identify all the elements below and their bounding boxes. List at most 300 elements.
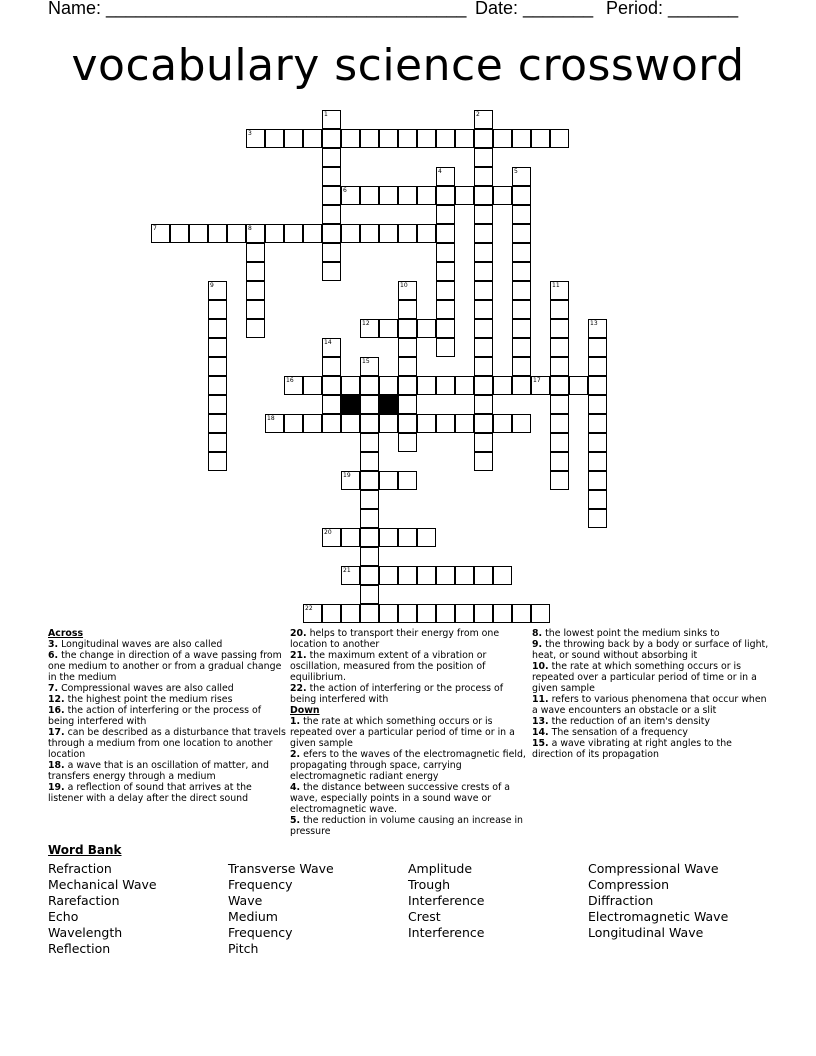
grid-cell[interactable] [322, 129, 341, 148]
grid-cell[interactable] [588, 433, 607, 452]
grid-cell[interactable] [550, 433, 569, 452]
clue-across [48, 727, 288, 760]
grid-cell[interactable] [398, 433, 417, 452]
word-bank-item: Medium [228, 909, 278, 924]
grid-cell[interactable] [588, 319, 607, 338]
grid-cell[interactable] [436, 300, 455, 319]
grid-cell[interactable] [398, 376, 417, 395]
grid-cell[interactable] [398, 528, 417, 547]
grid-cell[interactable] [512, 319, 531, 338]
word-bank-item: Longitudinal Wave [588, 925, 704, 940]
grid-cell[interactable] [398, 357, 417, 376]
grid-cell[interactable] [208, 433, 227, 452]
word-bank-item: Reflection [48, 941, 111, 956]
grid-cell[interactable] [322, 338, 341, 357]
grid-cell[interactable] [493, 604, 512, 623]
grid-cell[interactable] [531, 376, 550, 395]
grid-cell[interactable] [588, 338, 607, 357]
grid-cell[interactable] [398, 300, 417, 319]
grid-cell[interactable] [322, 357, 341, 376]
grid-cell[interactable] [512, 604, 531, 623]
clue-text: Longitudinal waves are also called [58, 639, 223, 650]
grid-cell[interactable] [398, 604, 417, 623]
grid-cell[interactable] [493, 566, 512, 585]
clue-down [532, 716, 772, 727]
cell-number: 22 [305, 605, 313, 612]
clue-text: helps to transport their energy from one location to another [290, 628, 500, 650]
grid-cell[interactable] [379, 224, 398, 243]
word-bank-item: Frequency [228, 877, 293, 892]
cell-number: 13 [590, 320, 598, 327]
grid-cell[interactable] [493, 414, 512, 433]
grid-cell[interactable] [588, 395, 607, 414]
grid-cell[interactable] [417, 414, 436, 433]
clue-across [290, 628, 530, 650]
grid-cell[interactable] [284, 376, 303, 395]
grid-cell[interactable] [474, 604, 493, 623]
grid-cell[interactable] [474, 262, 493, 281]
grid-cell[interactable] [474, 300, 493, 319]
grid-cell[interactable] [455, 186, 474, 205]
clue-number: 17. [48, 727, 65, 738]
clue-number: 19. [48, 782, 65, 793]
grid-cell[interactable] [474, 395, 493, 414]
clue-number: 8. [532, 628, 543, 639]
grid-cell[interactable] [474, 243, 493, 262]
grid-cell[interactable] [436, 281, 455, 300]
grid-cell[interactable] [417, 129, 436, 148]
grid-cell[interactable] [531, 604, 550, 623]
clue-text: the highest point the medium rises [64, 694, 233, 705]
cell-number: 4 [438, 168, 442, 175]
grid-cell[interactable] [455, 604, 474, 623]
clue-text: the change in direction of a wave passing from one medium to another or from a gradual change in the medium [48, 650, 282, 683]
grid-cell[interactable] [474, 129, 493, 148]
clue-down [532, 738, 772, 760]
grid-cell[interactable] [474, 205, 493, 224]
grid-cell[interactable] [151, 224, 170, 243]
word-bank-column [48, 861, 157, 957]
grid-cell[interactable] [208, 414, 227, 433]
cell-number: 12 [362, 320, 370, 327]
clue-number: 9. [532, 639, 543, 650]
clues-column-1 [48, 628, 288, 804]
clue-number: 22. [290, 683, 307, 694]
grid-cell[interactable] [398, 338, 417, 357]
clue-text: the distance between successive crests of a wave, especially points in a sound wave or electromagnetic wave. [290, 782, 510, 815]
grid-cell[interactable] [417, 186, 436, 205]
grid-cell[interactable] [512, 167, 531, 186]
grid-cell[interactable] [436, 167, 455, 186]
grid-cell[interactable] [246, 281, 265, 300]
cell-number: 18 [267, 415, 275, 422]
grid-cell[interactable] [455, 129, 474, 148]
grid-cell[interactable] [341, 528, 360, 547]
word-bank-item: Electromagnetic Wave [588, 909, 729, 924]
grid-cell[interactable] [246, 262, 265, 281]
clue-number: 10. [532, 661, 549, 672]
grid-cell[interactable] [398, 224, 417, 243]
grid-cell[interactable] [360, 490, 379, 509]
clue-number: 3. [48, 639, 59, 650]
grid-cell[interactable] [512, 224, 531, 243]
grid-cell[interactable] [360, 129, 379, 148]
grid-cell[interactable] [360, 566, 379, 585]
clue-text: the action of interfering or the process of being interfered with [48, 705, 262, 727]
cell-number: 14 [324, 339, 332, 346]
grid-cell[interactable] [341, 471, 360, 490]
grid-cell[interactable] [246, 129, 265, 148]
grid-cell[interactable] [474, 319, 493, 338]
grid-cell[interactable] [512, 414, 531, 433]
grid-cell[interactable] [379, 471, 398, 490]
name-line[interactable]: Name: ____________________________________ [48, 0, 467, 18]
grid-cell[interactable] [474, 148, 493, 167]
grid-cell[interactable] [512, 338, 531, 357]
grid-cell[interactable] [246, 319, 265, 338]
grid-cell[interactable] [417, 566, 436, 585]
date-line[interactable]: Date: _______ [475, 0, 594, 18]
clues-column-2 [290, 628, 530, 837]
grid-cell[interactable] [360, 376, 379, 395]
clue-number: 14. [532, 727, 549, 738]
word-bank-item: Transverse Wave [228, 861, 334, 876]
clue-across [290, 650, 530, 683]
grid-cell[interactable] [436, 338, 455, 357]
grid-cell[interactable] [265, 129, 284, 148]
word-bank-item: Wave [228, 893, 263, 908]
cell-number: 2 [476, 111, 480, 118]
grid-cell[interactable] [322, 186, 341, 205]
clue-down [532, 628, 772, 639]
grid-cell[interactable] [436, 224, 455, 243]
clue-down [532, 639, 772, 661]
clue-text: efers to the waves of the electromagnetic field, propagating through space, carrying electromagnetic radiant energy [290, 749, 526, 782]
grid-cell[interactable] [398, 471, 417, 490]
word-bank [48, 843, 788, 956]
blocked-cell [379, 395, 398, 414]
grid-cell[interactable] [303, 376, 322, 395]
grid-cell[interactable] [550, 281, 569, 300]
grid-cell[interactable] [379, 376, 398, 395]
grid-cell[interactable] [417, 224, 436, 243]
grid-cell[interactable] [474, 414, 493, 433]
grid-cell[interactable] [360, 509, 379, 528]
cell-number: 3 [248, 130, 252, 137]
clue-text: a wave that is an oscillation of matter, and transfers energy through a medium [48, 760, 269, 782]
word-bank-item: Amplitude [408, 861, 473, 876]
clue-number: 5. [290, 815, 301, 826]
grid-cell[interactable] [208, 224, 227, 243]
grid-cell[interactable] [474, 110, 493, 129]
grid-cell[interactable] [436, 414, 455, 433]
clue-text: the rate at which something occurs or is repeated over a particular period of time or in a given sample [290, 716, 515, 749]
grid-cell[interactable] [322, 243, 341, 262]
grid-cell[interactable] [341, 186, 360, 205]
word-bank-item: Crest [408, 909, 441, 924]
blocked-cell [341, 395, 360, 414]
grid-cell[interactable] [474, 357, 493, 376]
grid-cell[interactable] [322, 224, 341, 243]
clue-across [290, 683, 530, 705]
grid-cell[interactable] [246, 243, 265, 262]
grid-cell[interactable] [417, 319, 436, 338]
word-bank-item: Echo [48, 909, 79, 924]
grid-cell[interactable] [360, 224, 379, 243]
grid-cell[interactable] [455, 566, 474, 585]
grid-cell[interactable] [303, 129, 322, 148]
grid-cell[interactable] [588, 509, 607, 528]
grid-cell[interactable] [398, 129, 417, 148]
grid-cell[interactable] [360, 414, 379, 433]
grid-cell[interactable] [474, 433, 493, 452]
grid-cell[interactable] [569, 376, 588, 395]
grid-cell[interactable] [246, 300, 265, 319]
clue-number: 12. [48, 694, 65, 705]
clue-text: a reflection of sound that arrives at the listener with a delay after the direct sound [48, 782, 252, 804]
word-bank-title: Word Bank [48, 843, 122, 857]
grid-cell[interactable] [474, 224, 493, 243]
grid-cell[interactable] [550, 471, 569, 490]
grid-cell[interactable] [550, 357, 569, 376]
grid-cell[interactable] [550, 452, 569, 471]
grid-cell[interactable] [588, 471, 607, 490]
grid-cell[interactable] [436, 205, 455, 224]
grid-cell[interactable] [588, 376, 607, 395]
clue-text: the reduction in volume causing an increase in pressure [290, 815, 523, 837]
grid-cell[interactable] [341, 129, 360, 148]
clue-across [48, 650, 288, 683]
grid-cell[interactable] [303, 224, 322, 243]
clue-across [48, 639, 288, 650]
clue-text: The sensation of a frequency [548, 727, 688, 738]
grid-cell[interactable] [341, 604, 360, 623]
clue-down [532, 661, 772, 694]
grid-cell[interactable] [379, 414, 398, 433]
cell-number: 6 [343, 187, 347, 194]
grid-cell[interactable] [246, 224, 265, 243]
grid-cell[interactable] [360, 357, 379, 376]
grid-cell[interactable] [303, 414, 322, 433]
grid-cell[interactable] [455, 414, 474, 433]
clues-column-3 [532, 628, 772, 760]
clue-text: the throwing back by a body or surface of light, heat, or sound without absorbing it [532, 639, 769, 661]
grid-cell[interactable] [436, 604, 455, 623]
grid-cell[interactable] [379, 186, 398, 205]
grid-cell[interactable] [493, 186, 512, 205]
cell-number: 1 [324, 111, 328, 118]
grid-cell[interactable] [265, 414, 284, 433]
grid-cell[interactable] [398, 395, 417, 414]
grid-cell[interactable] [322, 148, 341, 167]
clue-down [290, 749, 530, 782]
word-bank-item: Wavelength [48, 925, 123, 940]
grid-cell[interactable] [474, 186, 493, 205]
grid-cell[interactable] [284, 129, 303, 148]
grid-cell[interactable] [493, 376, 512, 395]
grid-cell[interactable] [322, 604, 341, 623]
grid-cell[interactable] [436, 319, 455, 338]
grid-cell[interactable] [322, 528, 341, 547]
grid-cell[interactable] [398, 186, 417, 205]
grid-cell[interactable] [208, 281, 227, 300]
grid-cell[interactable] [341, 566, 360, 585]
grid-cell[interactable] [512, 186, 531, 205]
grid-cell[interactable] [208, 319, 227, 338]
grid-cell[interactable] [322, 110, 341, 129]
grid-cell[interactable] [341, 376, 360, 395]
clue-number: 18. [48, 760, 65, 771]
clue-down [290, 815, 530, 837]
grid-cell[interactable] [284, 414, 303, 433]
clue-text: the action of interfering or the process of being interfered with [290, 683, 504, 705]
grid-cell[interactable] [550, 395, 569, 414]
grid-cell[interactable] [398, 319, 417, 338]
grid-cell[interactable] [550, 338, 569, 357]
grid-cell[interactable] [512, 243, 531, 262]
word-bank-item: Diffraction [588, 893, 654, 908]
grid-cell[interactable] [341, 224, 360, 243]
grid-cell[interactable] [474, 566, 493, 585]
grid-cell[interactable] [493, 129, 512, 148]
grid-cell[interactable] [474, 376, 493, 395]
grid-cell[interactable] [588, 490, 607, 509]
grid-cell[interactable] [322, 414, 341, 433]
grid-cell[interactable] [398, 414, 417, 433]
grid-cell[interactable] [322, 167, 341, 186]
cell-number: 16 [286, 377, 294, 384]
clue-down [290, 716, 530, 749]
grid-cell[interactable] [360, 604, 379, 623]
grid-cell[interactable] [341, 414, 360, 433]
clue-number: 7. [48, 683, 59, 694]
grid-cell[interactable] [360, 585, 379, 604]
grid-cell[interactable] [550, 300, 569, 319]
cell-number: 17 [533, 377, 541, 384]
grid-cell[interactable] [379, 319, 398, 338]
grid-cell[interactable] [227, 224, 246, 243]
grid-cell[interactable] [208, 452, 227, 471]
grid-cell[interactable] [474, 167, 493, 186]
grid-cell[interactable] [474, 281, 493, 300]
clue-text: the rate at which something occurs or is repeated over a particular period of time or in a given sample [532, 661, 757, 694]
grid-cell[interactable] [360, 528, 379, 547]
word-bank-item: Rarefaction [48, 893, 120, 908]
clue-number: 6. [48, 650, 59, 661]
grid-cell[interactable] [208, 357, 227, 376]
grid-cell[interactable] [322, 395, 341, 414]
grid-cell[interactable] [436, 129, 455, 148]
cell-number: 15 [362, 358, 370, 365]
clue-across [48, 782, 288, 804]
grid-cell[interactable] [436, 262, 455, 281]
cell-number: 20 [324, 529, 332, 536]
grid-cell[interactable] [588, 452, 607, 471]
grid-cell[interactable] [265, 224, 284, 243]
grid-cell[interactable] [170, 224, 189, 243]
grid-cell[interactable] [208, 338, 227, 357]
grid-cell[interactable] [322, 262, 341, 281]
grid-cell[interactable] [322, 376, 341, 395]
grid-cell[interactable] [436, 376, 455, 395]
grid-cell[interactable] [550, 319, 569, 338]
grid-cell[interactable] [360, 186, 379, 205]
clue-number: 21. [290, 650, 307, 661]
word-bank-item: Compressional Wave [588, 861, 719, 876]
grid-cell[interactable] [531, 129, 550, 148]
grid-cell[interactable] [550, 414, 569, 433]
grid-cell[interactable] [417, 376, 436, 395]
grid-cell[interactable] [379, 528, 398, 547]
grid-cell[interactable] [417, 604, 436, 623]
clue-number: 20. [290, 628, 307, 639]
grid-cell[interactable] [512, 262, 531, 281]
grid-cell[interactable] [208, 395, 227, 414]
grid-cell[interactable] [436, 243, 455, 262]
word-bank-column [588, 861, 728, 941]
grid-cell[interactable] [303, 604, 322, 623]
grid-cell[interactable] [208, 376, 227, 395]
cell-number: 11 [552, 282, 560, 289]
grid-cell[interactable] [455, 376, 474, 395]
grid-cell[interactable] [550, 129, 569, 148]
grid-cell[interactable] [360, 395, 379, 414]
grid-cell[interactable] [379, 129, 398, 148]
grid-cell[interactable] [379, 566, 398, 585]
clue-text: a wave vibrating at right angles to the direction of its propagation [532, 738, 732, 760]
grid-cell[interactable] [360, 452, 379, 471]
grid-cell[interactable] [360, 547, 379, 566]
grid-cell[interactable] [284, 224, 303, 243]
grid-cell[interactable] [322, 205, 341, 224]
clue-down [290, 782, 530, 815]
grid-cell[interactable] [360, 433, 379, 452]
clue-number: 13. [532, 716, 549, 727]
clue-text: Compressional waves are also called [58, 683, 234, 694]
grid-cell[interactable] [379, 604, 398, 623]
clue-text: the lowest point the medium sinks to [542, 628, 720, 639]
cell-number: 10 [400, 282, 408, 289]
grid-cell[interactable] [512, 376, 531, 395]
period-line[interactable]: Period: _______ [606, 0, 739, 18]
grid-cell[interactable] [360, 319, 379, 338]
clue-across [48, 760, 288, 782]
clue-down [532, 727, 772, 738]
grid-cell[interactable] [436, 186, 455, 205]
clue-across [48, 683, 288, 694]
grid-cell[interactable] [208, 300, 227, 319]
grid-cell[interactable] [360, 471, 379, 490]
grid-cell[interactable] [588, 414, 607, 433]
grid-cell[interactable] [398, 281, 417, 300]
grid-cell[interactable] [436, 566, 455, 585]
grid-cell[interactable] [417, 528, 436, 547]
cell-number: 8 [248, 225, 252, 232]
grid-cell[interactable] [398, 566, 417, 585]
grid-cell[interactable] [512, 281, 531, 300]
grid-cell[interactable] [474, 452, 493, 471]
grid-cell[interactable] [512, 129, 531, 148]
grid-cell[interactable] [588, 357, 607, 376]
grid-cell[interactable] [512, 205, 531, 224]
grid-cell[interactable] [474, 338, 493, 357]
grid-cell[interactable] [550, 376, 569, 395]
grid-cell[interactable] [512, 357, 531, 376]
clue-text: can be described as a disturbance that travels through a medium from one location to another location [48, 727, 286, 760]
grid-cell[interactable] [512, 300, 531, 319]
grid-cell[interactable] [189, 224, 208, 243]
across-heading: Across [48, 628, 84, 639]
